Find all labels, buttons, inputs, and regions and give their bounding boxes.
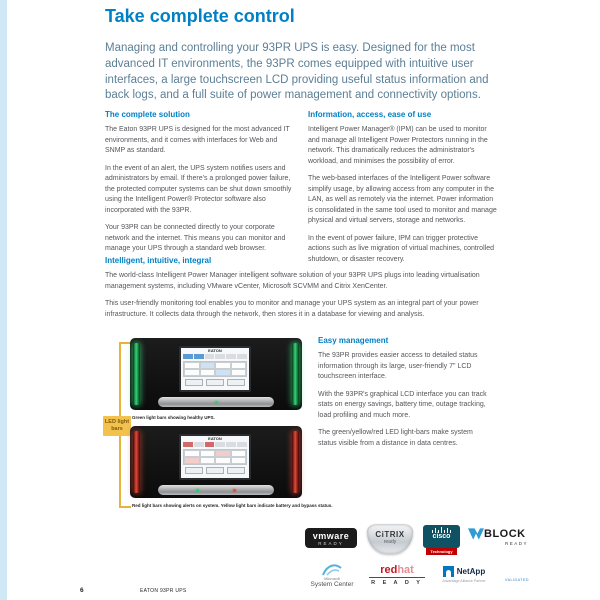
vblock-ready-text: READY [504,541,528,546]
body-paragraph: The world-class Intelligent Power Manager intelligent software solution of your 93PR UPS plugs into leading virtualisation management systems, including VMware vCenter, Microsoft SCVMM and Citrix XenCenter. [105,272,480,290]
vblock-logo-text: BLOCK [484,528,526,540]
led-lightbar-right-green [292,343,299,405]
redhat-ready-logo [369,564,425,586]
lcd-brand-text: EATON [208,348,222,353]
redhat-hat-text: hat [397,564,414,576]
system-center-logo [303,562,361,588]
emc-vspex-labs-logo [502,560,532,582]
redhat-red-text: red [380,564,398,576]
body-paragraph: The green/yellow/red LED light-bars make system status visible from a distance in data centres. [318,429,473,447]
footer-doc-label: EATON 93PR UPS [140,588,187,594]
lcd-status-table [183,449,247,465]
led-lightbar-left-green [133,343,140,405]
lcd-status-table [183,361,247,377]
vmware-ready-text: READY [318,541,344,546]
netapp-logo-text: NetApp [456,567,486,576]
vblock-v-icon [468,528,484,540]
citrix-ready-logo [367,524,413,554]
emc-text: EMC² [510,560,524,566]
column-information-access [308,110,500,272]
page-title: Take complete control [105,6,295,26]
body-paragraph: The Eaton 93PR UPS is designed for the most advanced IT environments, and it comes with interfaces for Web and SNMP as standard. [105,126,290,154]
body-paragraph: The web-based interfaces of the Intelligent Power software simplify usage, by allowing access from any computer in the LAN, as well as remotely via the internet. Power information is consolidated in the same tool used to monitor and manage physical and virtual servers, storage and networks. [308,175,497,224]
citrix-logo-text: CiTRIX [375,530,405,539]
body-paragraph: In the event of an alert, the UPS system notifies users and administrators by email. If there's a prolonged power failure, the protected computer systems can be shut down smoothly using the Intelligent Power® Protector software also incorporated with the 93PR. [105,164,292,214]
body-paragraph: This user-friendly monitoring tool enables you to monitor and manage your UPS system as an integral part of your power infrastructure. It collects data through the network, then stores it in a database for viewing and analysis. [105,300,479,318]
netapp-partner-text: Advantage Alliance Partner [442,578,486,583]
emc-vspex-badge [502,560,532,577]
cisco-logo-text: cisco [432,533,451,540]
section-easy-management [318,336,488,456]
redhat-ready-text: R E A D Y [371,580,423,586]
lcd-brand-text: EATON [208,436,222,441]
citrix-ready-text: ready [383,539,397,545]
lcd-touchscreen [179,434,251,480]
system-center-text: System Center [310,581,354,588]
ups-device-alert [130,426,302,498]
status-led-green [196,489,199,492]
ups-device-healthy [130,338,302,410]
lcd-tab-row [181,354,249,359]
led-bracket-arm-bottom [119,506,131,508]
led-lightbar-left-red [133,431,140,493]
section-heading: Intelligent, intuitive, integral [105,256,212,265]
body-paragraph: Your 93PR can be connected directly to your corporate network and the internet. This means you can monitor and manage your UPS through a standard web browser. [105,224,286,252]
left-edge-accent [0,0,7,600]
section-intelligent-intuitive-integral [105,256,499,327]
column-complete-solution [105,110,293,262]
status-led-red [233,489,236,492]
vblock-ready-logo [468,528,528,546]
lcd-touchscreen [179,346,251,392]
microsoft-text: Microsoft [324,577,340,581]
front-handle [158,485,274,495]
body-paragraph: In the event of power failure, IPM can trigger protective actions such as live migration of virtual machines, controlled shutdown, or disaster recovery. [308,234,494,263]
vspex-text: VSPEX [506,566,528,572]
cisco-technology-text: Technology [426,548,457,555]
lcd-button-row [181,379,249,386]
figure-caption-healthy: Green light bars showing healthy UPS. [132,415,215,420]
figure-caption-alert: Red light bars showing alerts on system. Yellow light bars indicate battery and bypass status. [132,503,333,508]
netapp-logo [433,566,495,583]
lcd-button-row [181,467,249,474]
validated-text: VALIDATED [505,578,529,582]
intro-paragraph: Managing and controlling your 93PR UPS is easy. Designed for the most advanced IT environments, the 93PR comes equipped with intuitive user interfaces, a large touchscreen LCD providing useful status information and back logs, and a full suite of power management and connectivity options. [105,42,489,102]
led-light-bars-label: LED light bars [103,416,131,436]
front-handle [158,397,274,407]
column-heading: The complete solution [105,110,190,119]
cisco-technology-logo [423,525,460,554]
body-paragraph: The 93PR provides easier access to detailed status information through its large, user-friendly 7" LCD touchscreen interface. [318,352,478,380]
lcd-tab-row [181,442,249,447]
vmware-ready-logo [305,528,357,548]
labs-text: LABS [509,572,525,577]
vmware-logo-text: vmware [312,531,350,541]
status-led-green [215,401,218,404]
section-heading: Easy management [318,336,389,345]
body-paragraph: Intelligent Power Manager® (IPM) can be used to monitor and manage all Intelligent Power Protectors running in the network. This dramatically reduces the administrator's workload, and minimises the possibility of error. [308,126,488,165]
system-center-swoosh-icon [321,562,343,576]
column-heading: Information, access, ease of use [308,110,432,119]
redhat-wordmark [369,564,425,578]
page-number: 6 [80,587,84,594]
body-paragraph: With the 93PR's graphical LCD interface you can track stats on energy savings, battery time, outage tracking, load profiling and much more. [318,390,487,419]
led-lightbar-right-red [292,431,299,493]
ups-figure [98,336,333,526]
netapp-n-icon [443,566,454,577]
